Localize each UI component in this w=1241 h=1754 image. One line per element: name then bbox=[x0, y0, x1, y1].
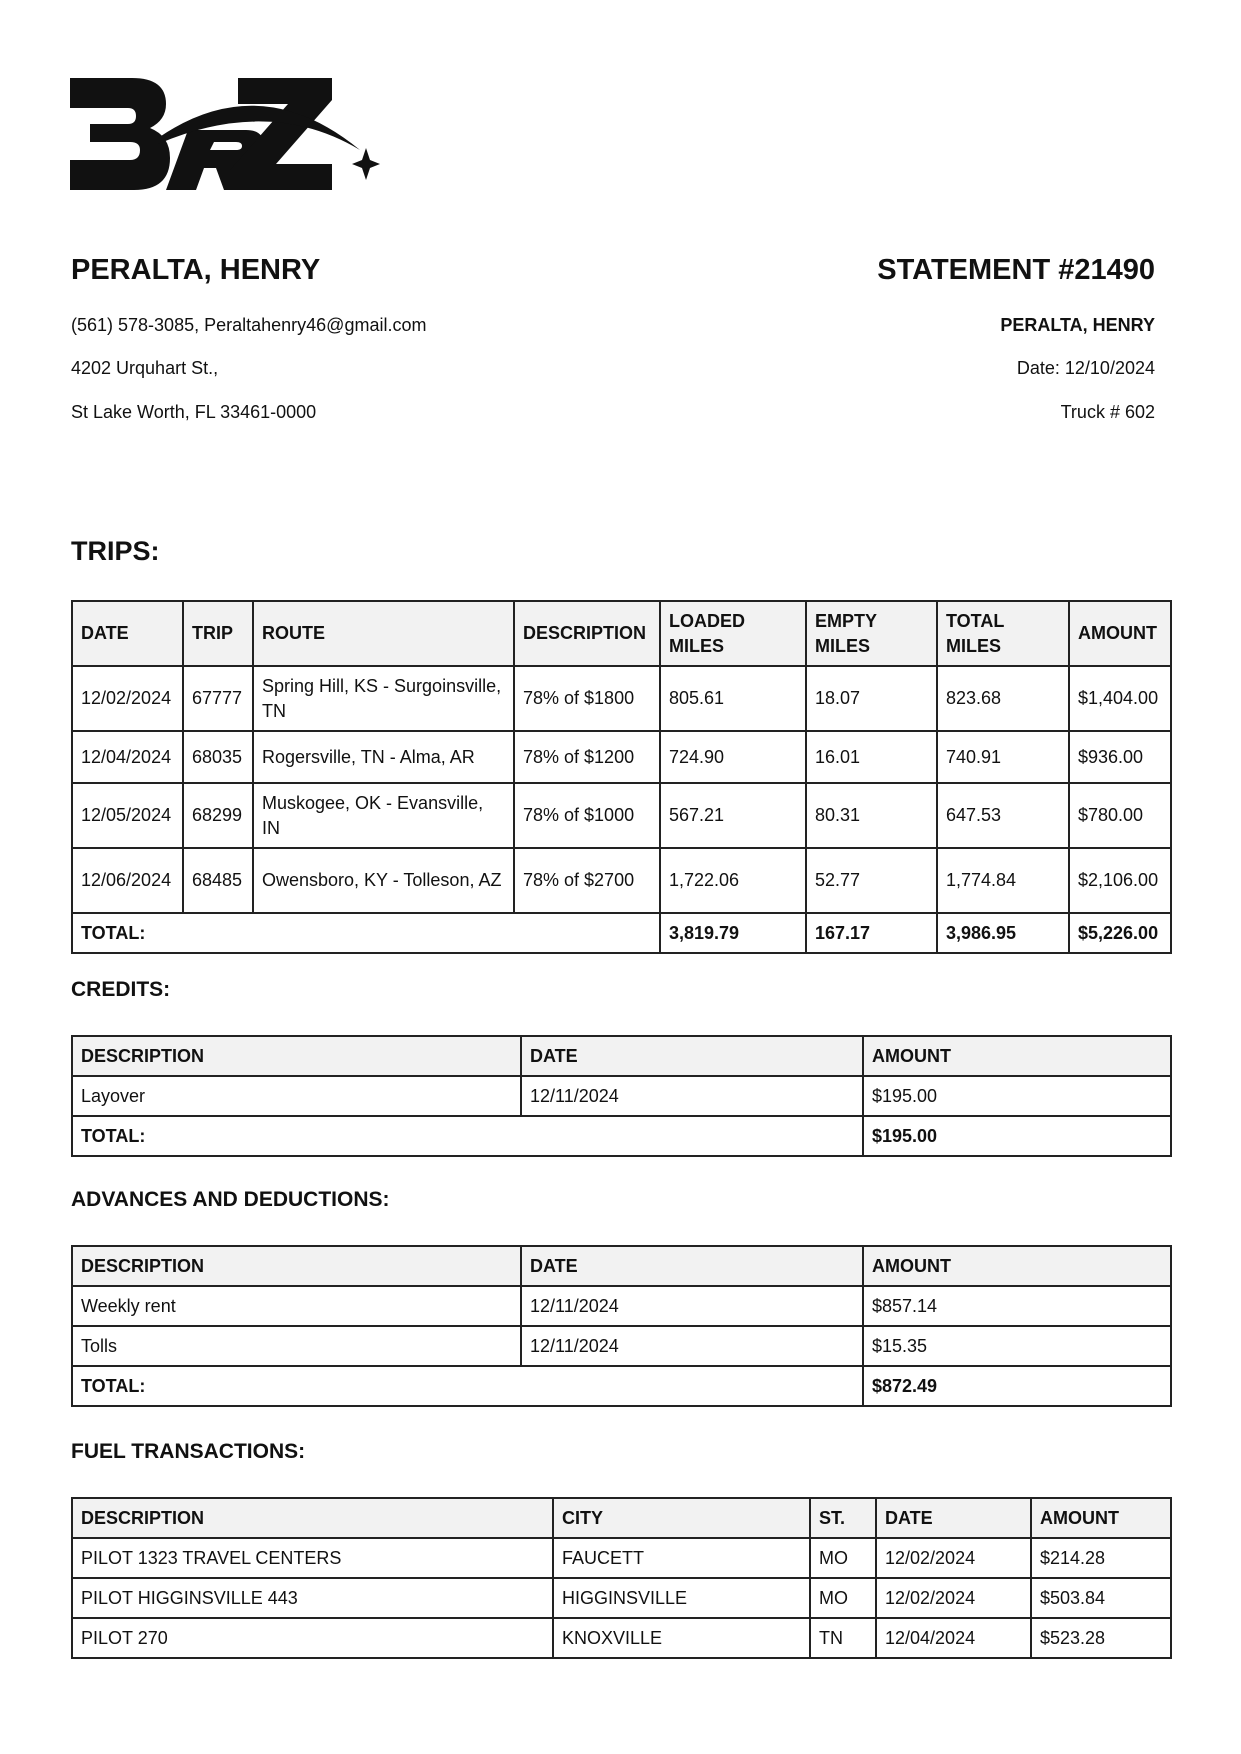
table-cell: 12/06/2024 bbox=[72, 848, 183, 913]
table-row bbox=[72, 848, 1171, 913]
table-total-row bbox=[72, 913, 1171, 953]
fuel-heading: FUEL TRANSACTIONS: bbox=[71, 1440, 306, 1463]
total-label: TOTAL: bbox=[72, 913, 660, 953]
table-cell: Owensboro, KY - Tolleson, AZ bbox=[253, 848, 514, 913]
table-cell: 16.01 bbox=[806, 731, 937, 783]
table-row bbox=[72, 783, 1171, 848]
column-header: DESCRIPTION bbox=[514, 601, 660, 666]
statement-truck: Truck # 602 bbox=[1060, 402, 1155, 422]
table-cell: $523.28 bbox=[1031, 1618, 1171, 1658]
table-cell: 52.77 bbox=[806, 848, 937, 913]
table-cell: 12/02/2024 bbox=[72, 666, 183, 731]
statement-driver-name: PERALTA, HENRY bbox=[1000, 315, 1155, 335]
table-cell: 12/11/2024 bbox=[521, 1286, 863, 1326]
table-cell: Layover bbox=[72, 1076, 521, 1116]
table-cell: Muskogee, OK - Evansville, IN bbox=[253, 783, 514, 848]
table-cell: HIGGINSVILLE bbox=[553, 1578, 810, 1618]
advances-table bbox=[71, 1245, 1172, 1407]
total-amount: $5,226.00 bbox=[1069, 913, 1171, 953]
table-cell: 823.68 bbox=[937, 666, 1069, 731]
table-cell: 12/11/2024 bbox=[521, 1326, 863, 1366]
column-header: DESCRIPTION bbox=[72, 1036, 521, 1076]
trips-table bbox=[71, 600, 1172, 954]
table-cell: 805.61 bbox=[660, 666, 806, 731]
table-cell: 68485 bbox=[183, 848, 253, 913]
table-cell: 647.53 bbox=[937, 783, 1069, 848]
statement-title: STATEMENT #21490 bbox=[877, 254, 1155, 286]
table-cell: Rogersville, TN - Alma, AR bbox=[253, 731, 514, 783]
column-header: ROUTE bbox=[253, 601, 514, 666]
column-header: EMPTY MILES bbox=[806, 601, 937, 666]
table-cell: 12/04/2024 bbox=[72, 731, 183, 783]
table-cell: $214.28 bbox=[1031, 1538, 1171, 1578]
total-label: TOTAL: bbox=[72, 1116, 863, 1156]
table-header-row bbox=[72, 1036, 1171, 1076]
table-cell: $936.00 bbox=[1069, 731, 1171, 783]
total-amount: $872.49 bbox=[863, 1366, 1171, 1406]
total-empty-miles: 167.17 bbox=[806, 913, 937, 953]
table-cell: 80.31 bbox=[806, 783, 937, 848]
column-header: DATE bbox=[521, 1246, 863, 1286]
table-row bbox=[72, 1618, 1171, 1658]
column-header: DATE bbox=[876, 1498, 1031, 1538]
table-cell: TN bbox=[810, 1618, 876, 1658]
fuel-table bbox=[71, 1497, 1172, 1659]
table-cell: 68299 bbox=[183, 783, 253, 848]
driver-contact: (561) 578-3085, Peraltahenry46@gmail.com bbox=[71, 315, 427, 335]
table-row bbox=[72, 1538, 1171, 1578]
table-cell: MO bbox=[810, 1578, 876, 1618]
column-header: AMOUNT bbox=[863, 1036, 1171, 1076]
credits-heading: CREDITS: bbox=[71, 978, 171, 1001]
statement-date: Date: 12/10/2024 bbox=[1016, 358, 1155, 378]
table-cell: 724.90 bbox=[660, 731, 806, 783]
table-row bbox=[72, 1326, 1171, 1366]
column-header: DESCRIPTION bbox=[72, 1498, 553, 1538]
table-cell: 78% of $1200 bbox=[514, 731, 660, 783]
column-header: DATE bbox=[72, 601, 183, 666]
table-cell: FAUCETT bbox=[553, 1538, 810, 1578]
table-cell: 78% of $1800 bbox=[514, 666, 660, 731]
column-header: AMOUNT bbox=[863, 1246, 1171, 1286]
table-cell: $15.35 bbox=[863, 1326, 1171, 1366]
table-cell: 68035 bbox=[183, 731, 253, 783]
column-header: CITY bbox=[553, 1498, 810, 1538]
column-header: AMOUNT bbox=[1069, 601, 1171, 666]
advances-heading: ADVANCES AND DEDUCTIONS: bbox=[71, 1188, 390, 1211]
table-cell: Tolls bbox=[72, 1326, 521, 1366]
column-header: ST. bbox=[810, 1498, 876, 1538]
table-row bbox=[72, 1076, 1171, 1116]
table-row bbox=[72, 666, 1171, 731]
table-cell: $503.84 bbox=[1031, 1578, 1171, 1618]
column-header: AMOUNT bbox=[1031, 1498, 1171, 1538]
table-header-row bbox=[72, 1246, 1171, 1286]
company-logo bbox=[70, 78, 380, 190]
column-header: TOTAL MILES bbox=[937, 601, 1069, 666]
driver-name-heading: PERALTA, HENRY bbox=[71, 254, 321, 286]
table-header-row bbox=[72, 1498, 1171, 1538]
table-cell: Weekly rent bbox=[72, 1286, 521, 1326]
table-cell: $780.00 bbox=[1069, 783, 1171, 848]
table-cell: PILOT 270 bbox=[72, 1618, 553, 1658]
table-cell: 12/02/2024 bbox=[876, 1538, 1031, 1578]
table-cell: 12/05/2024 bbox=[72, 783, 183, 848]
column-header: LOADED MILES bbox=[660, 601, 806, 666]
table-header-row bbox=[72, 601, 1171, 666]
table-cell: 78% of $1000 bbox=[514, 783, 660, 848]
table-cell: 1,722.06 bbox=[660, 848, 806, 913]
credits-table bbox=[71, 1035, 1172, 1157]
table-cell: 567.21 bbox=[660, 783, 806, 848]
driver-address-line1: 4202 Urquhart St., bbox=[71, 358, 219, 378]
column-header: TRIP bbox=[183, 601, 253, 666]
table-cell: 12/02/2024 bbox=[876, 1578, 1031, 1618]
total-miles: 3,986.95 bbox=[937, 913, 1069, 953]
table-total-row bbox=[72, 1366, 1171, 1406]
total-amount: $195.00 bbox=[863, 1116, 1171, 1156]
table-cell: Spring Hill, KS - Surgoinsville, TN bbox=[253, 666, 514, 731]
table-cell: PILOT 1323 TRAVEL CENTERS bbox=[72, 1538, 553, 1578]
table-total-row bbox=[72, 1116, 1171, 1156]
table-cell: MO bbox=[810, 1538, 876, 1578]
table-cell: KNOXVILLE bbox=[553, 1618, 810, 1658]
total-loaded-miles: 3,819.79 bbox=[660, 913, 806, 953]
table-row bbox=[72, 1286, 1171, 1326]
table-cell: 67777 bbox=[183, 666, 253, 731]
column-header: DATE bbox=[521, 1036, 863, 1076]
table-cell: $2,106.00 bbox=[1069, 848, 1171, 913]
table-cell: 12/11/2024 bbox=[521, 1076, 863, 1116]
driver-address-line2: St Lake Worth, FL 33461-0000 bbox=[71, 402, 317, 422]
table-cell: $857.14 bbox=[863, 1286, 1171, 1326]
table-cell: 18.07 bbox=[806, 666, 937, 731]
total-label: TOTAL: bbox=[72, 1366, 863, 1406]
trips-heading: TRIPS: bbox=[71, 536, 160, 566]
table-cell: 12/04/2024 bbox=[876, 1618, 1031, 1658]
table-cell: 740.91 bbox=[937, 731, 1069, 783]
table-cell: $195.00 bbox=[863, 1076, 1171, 1116]
table-row bbox=[72, 1578, 1171, 1618]
table-cell: 78% of $2700 bbox=[514, 848, 660, 913]
table-cell: 1,774.84 bbox=[937, 848, 1069, 913]
table-cell: PILOT HIGGINSVILLE 443 bbox=[72, 1578, 553, 1618]
table-cell: $1,404.00 bbox=[1069, 666, 1171, 731]
table-row bbox=[72, 731, 1171, 783]
column-header: DESCRIPTION bbox=[72, 1246, 521, 1286]
